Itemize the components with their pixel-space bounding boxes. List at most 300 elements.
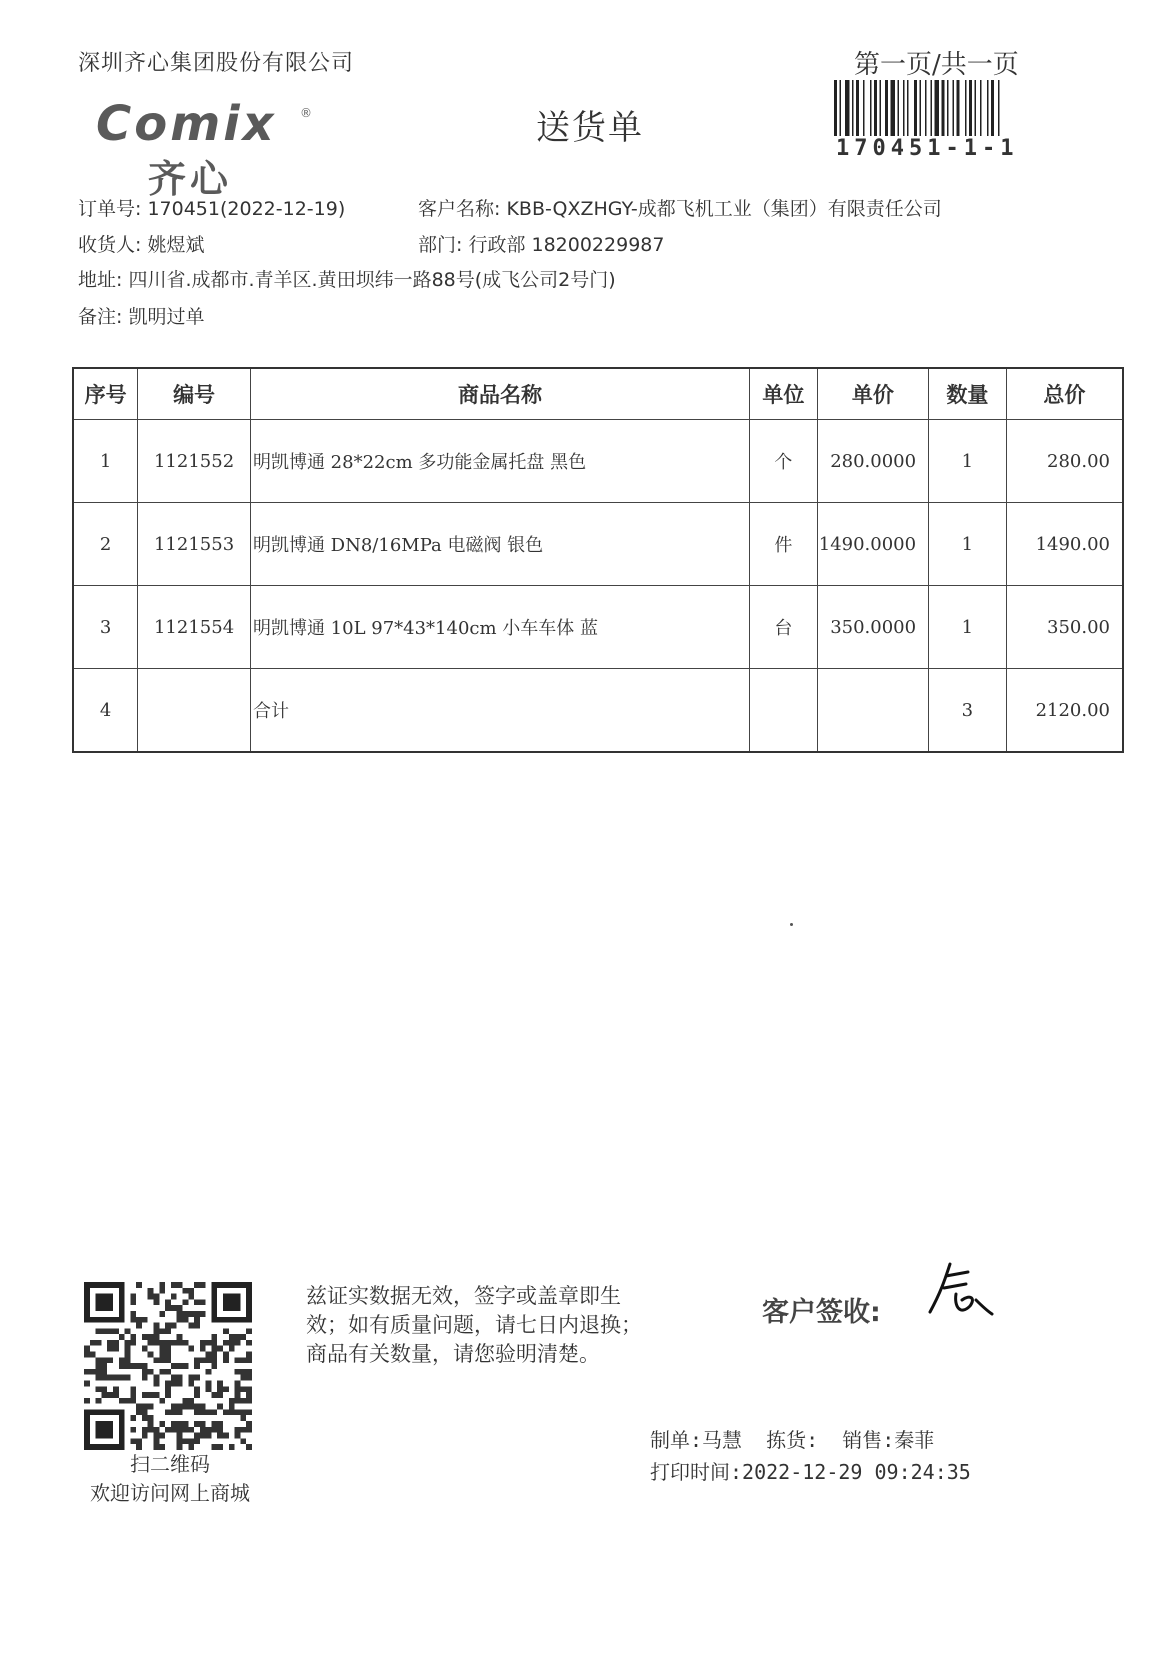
qr-module — [171, 1380, 177, 1386]
qr-module — [223, 1433, 229, 1439]
qr-module — [107, 1340, 113, 1346]
qr-module — [229, 1346, 235, 1352]
qr-module — [130, 1363, 136, 1369]
qr-module — [235, 1398, 241, 1404]
column-header-seq: 序号 — [73, 368, 138, 420]
qr-module — [96, 1398, 102, 1404]
qr-module — [171, 1421, 177, 1427]
barcode-bar — [840, 80, 842, 136]
qr-module — [182, 1427, 188, 1433]
qr-module — [159, 1288, 165, 1294]
qr-module — [113, 1392, 119, 1398]
qr-module — [235, 1380, 241, 1386]
qr-module — [188, 1294, 194, 1300]
qr-module — [240, 1386, 246, 1392]
qr-module — [200, 1299, 206, 1305]
qr-module — [171, 1305, 177, 1311]
qr-module — [101, 1375, 107, 1381]
qr-module — [206, 1380, 212, 1386]
qr-module — [206, 1427, 212, 1433]
qr-module — [130, 1398, 136, 1404]
qr-module — [246, 1409, 252, 1415]
qr-module — [113, 1340, 119, 1346]
qr-module — [246, 1398, 252, 1404]
qr-module — [200, 1340, 206, 1346]
qr-module — [211, 1357, 217, 1363]
qr-module — [240, 1427, 246, 1433]
qr-module — [90, 1352, 96, 1358]
qr-module — [130, 1386, 136, 1392]
barcode-bar — [834, 80, 837, 136]
qr-module — [136, 1404, 142, 1410]
qr-module — [154, 1427, 160, 1433]
qr-module — [84, 1380, 90, 1386]
barcode-bar — [874, 80, 877, 136]
qr-module — [240, 1357, 246, 1363]
remark-value: 凯明过单 — [128, 306, 205, 328]
cell-price — [817, 669, 928, 753]
cell-unit: 个 — [750, 420, 818, 503]
qr-module — [107, 1346, 113, 1352]
qr-module — [206, 1357, 212, 1363]
qr-module — [246, 1392, 252, 1398]
qr-module — [130, 1415, 136, 1421]
page-info: 第一页/共一页 — [854, 50, 1019, 80]
qr-module — [200, 1357, 206, 1363]
items-table — [72, 367, 1124, 753]
qr-module — [177, 1409, 183, 1415]
qr-module — [246, 1369, 252, 1375]
qr-module — [246, 1340, 252, 1346]
qr-caption — [70, 1450, 270, 1508]
barcode-bar — [942, 80, 945, 136]
qr-module — [113, 1375, 119, 1381]
qr-module — [235, 1369, 241, 1375]
qr-module — [211, 1346, 217, 1352]
qr-module — [159, 1398, 165, 1404]
cell-unit — [750, 669, 818, 753]
qr-module — [229, 1340, 235, 1346]
qr-module — [200, 1282, 206, 1288]
qr-module — [154, 1299, 160, 1305]
order-number-row — [78, 194, 345, 221]
cell-price: 280.0000 — [817, 420, 928, 503]
qr-module — [188, 1438, 194, 1444]
qr-module — [171, 1294, 177, 1300]
qr-module — [119, 1375, 125, 1381]
qr-module — [200, 1421, 206, 1427]
qr-module — [217, 1380, 223, 1386]
table-row — [73, 503, 1123, 586]
qr-module — [211, 1334, 217, 1340]
qr-module — [159, 1433, 165, 1439]
qr-module — [194, 1375, 200, 1381]
qr-module — [130, 1392, 136, 1398]
cell-total: 1490.00 — [1006, 503, 1123, 586]
qr-module — [194, 1363, 200, 1369]
cell-qty: 3 — [929, 669, 1007, 753]
qr-module — [182, 1363, 188, 1369]
qr-module — [148, 1427, 154, 1433]
customer-row — [418, 194, 942, 221]
qr-module — [96, 1375, 102, 1381]
receiver-row — [78, 230, 204, 257]
company-name: 深圳齐心集团股份有限公司 — [78, 51, 355, 76]
qr-module — [142, 1404, 148, 1410]
qr-module — [194, 1438, 200, 1444]
qr-module — [229, 1404, 235, 1410]
qr-module — [159, 1369, 165, 1375]
qr-module — [113, 1386, 119, 1392]
qr-module — [188, 1398, 194, 1404]
qr-module — [130, 1317, 136, 1323]
qr-module — [200, 1427, 206, 1433]
qr-module — [194, 1404, 200, 1410]
qr-module — [188, 1288, 194, 1294]
qr-module — [177, 1427, 183, 1433]
qr-module — [142, 1427, 148, 1433]
qr-module — [200, 1346, 206, 1352]
qr-module — [142, 1363, 148, 1369]
qr-module — [136, 1282, 142, 1288]
barcode-bar — [975, 80, 977, 136]
cell-product: 明凯博通 10L 97*43*140cm 小车车体 蓝 — [250, 586, 749, 669]
cell-product: 明凯博通 DN8/16MPa 电磁阀 银色 — [250, 503, 749, 586]
qr-module — [148, 1369, 154, 1375]
column-header-price: 单价 — [817, 368, 928, 420]
qr-module — [246, 1386, 252, 1392]
qr-module — [182, 1317, 188, 1323]
qr-module — [130, 1340, 136, 1346]
qr-module — [130, 1334, 136, 1340]
qr-module — [246, 1357, 252, 1363]
qr-module — [206, 1386, 212, 1392]
qr-module — [96, 1363, 102, 1369]
notice-line-2: 效；如有质量问题，请七日内退换； — [306, 1313, 642, 1337]
qr-module — [171, 1409, 177, 1415]
barcode-bar — [980, 80, 982, 136]
qr-module — [171, 1375, 177, 1381]
barcode-number: 170451-1-1 — [836, 136, 1019, 161]
cell-product: 合计 — [250, 669, 749, 753]
qr-module — [194, 1409, 200, 1415]
qr-module — [96, 1421, 113, 1438]
qr-module — [194, 1317, 200, 1323]
qr-module — [142, 1392, 148, 1398]
document-title: 送货单 — [536, 108, 644, 148]
staff-line: 制单:马慧 拣货: 销售:秦菲 — [650, 1428, 935, 1452]
qr-module — [159, 1357, 165, 1363]
barcode-bar — [880, 80, 882, 136]
qr-module — [165, 1427, 171, 1433]
qr-module — [171, 1427, 177, 1433]
qr-module — [223, 1352, 229, 1358]
column-header-qty: 数量 — [929, 368, 1007, 420]
qr-module — [177, 1282, 183, 1288]
barcode-bar — [957, 80, 960, 136]
qr-module — [223, 1357, 229, 1363]
qr-module — [200, 1409, 206, 1415]
qr-module — [159, 1421, 165, 1427]
qr-module — [229, 1398, 235, 1404]
customer-sign-label: 客户签收: — [762, 1297, 881, 1328]
qr-module — [125, 1375, 131, 1381]
qr-module — [154, 1375, 160, 1381]
qr-module — [206, 1433, 212, 1439]
table-header-row — [73, 368, 1123, 420]
qr-module — [171, 1404, 177, 1410]
barcode-bar — [953, 80, 955, 136]
qr-module — [165, 1392, 171, 1398]
qr-module — [177, 1305, 183, 1311]
column-header-product: 商品名称 — [250, 368, 749, 420]
qr-module — [188, 1323, 194, 1329]
receiver-name: 姚煜斌 — [147, 234, 205, 256]
qr-module — [211, 1421, 217, 1427]
qr-module — [246, 1427, 252, 1433]
barcode-bar — [935, 80, 940, 136]
qr-module — [223, 1294, 240, 1311]
qr-module — [165, 1352, 171, 1358]
qr-module — [142, 1375, 148, 1381]
comix-logo — [96, 96, 312, 201]
qr-module — [177, 1311, 183, 1317]
qr-module — [119, 1334, 125, 1340]
qr-module — [206, 1409, 212, 1415]
qr-module — [194, 1299, 200, 1305]
customer-label: 客户名称: — [418, 198, 501, 220]
qr-module — [136, 1317, 142, 1323]
qr-module — [206, 1352, 212, 1358]
qr-module — [223, 1340, 229, 1346]
qr-module — [194, 1282, 200, 1288]
qr-module — [159, 1311, 165, 1317]
qr-module — [96, 1340, 102, 1346]
qr-module — [107, 1328, 113, 1334]
qr-module — [101, 1369, 107, 1375]
qr-module — [177, 1438, 183, 1444]
qr-module — [246, 1375, 252, 1381]
qr-module — [177, 1317, 183, 1323]
qr-module — [246, 1352, 252, 1358]
qr-module — [188, 1346, 194, 1352]
qr-module — [142, 1346, 148, 1352]
customer-name: KBB-QXZHGY-成都飞机工业（集团）有限责任公司 — [506, 198, 942, 220]
table-row-total — [73, 669, 1123, 753]
qr-module — [165, 1299, 171, 1305]
notice-line-3: 商品有关数量，请您验明清楚。 — [306, 1342, 600, 1366]
stray-dot — [790, 923, 793, 926]
qr-module — [136, 1438, 142, 1444]
handwritten-signature — [916, 1256, 1016, 1332]
qr-module — [159, 1340, 165, 1346]
cell-seq: 3 — [73, 586, 138, 669]
qr-module — [96, 1294, 113, 1311]
cell-total: 2120.00 — [1006, 669, 1123, 753]
cell-code: 1121554 — [138, 586, 251, 669]
qr-module — [165, 1369, 171, 1375]
barcode-bar — [914, 80, 917, 136]
qr-module — [182, 1404, 188, 1410]
column-header-unit: 单位 — [750, 368, 818, 420]
cell-unit: 台 — [750, 586, 818, 669]
qr-module — [177, 1334, 183, 1340]
barcode-bar — [969, 80, 972, 136]
cell-seq: 4 — [73, 669, 138, 753]
qr-module — [177, 1363, 183, 1369]
qr-module — [223, 1386, 229, 1392]
qr-module — [148, 1392, 154, 1398]
qr-module — [188, 1375, 194, 1381]
qr-module — [154, 1294, 160, 1300]
qr-module — [90, 1369, 96, 1375]
qr-module — [182, 1421, 188, 1427]
qr-module — [194, 1311, 200, 1317]
remark-label: 备注: — [78, 306, 123, 328]
qr-module — [194, 1433, 200, 1439]
qr-module — [165, 1386, 171, 1392]
barcode-bar — [965, 80, 967, 136]
qr-module — [177, 1375, 183, 1381]
qr-module — [235, 1334, 241, 1340]
cell-qty: 1 — [929, 503, 1007, 586]
qr-module — [229, 1334, 235, 1340]
qr-module — [148, 1334, 154, 1340]
qr-module — [188, 1380, 194, 1386]
qr-module — [142, 1334, 148, 1340]
logo-text-en: Comix — [96, 96, 277, 152]
print-time: 打印时间:2022-12-29 09:24:35 — [650, 1460, 971, 1484]
qr-module — [235, 1427, 241, 1433]
qr-module — [235, 1392, 241, 1398]
qr-module — [206, 1340, 212, 1346]
qr-module — [211, 1352, 217, 1358]
qr-caption-line-2: 欢迎访问网上商城 — [90, 1481, 250, 1505]
cell-code: 1121552 — [138, 420, 251, 503]
qr-module — [84, 1398, 90, 1404]
qr-module — [159, 1352, 165, 1358]
qr-module — [188, 1404, 194, 1410]
qr-module — [96, 1386, 102, 1392]
cell-total: 350.00 — [1006, 586, 1123, 669]
qr-module — [217, 1392, 223, 1398]
barcode-bar — [845, 80, 850, 136]
qr-module — [142, 1409, 148, 1415]
qr-module — [240, 1438, 246, 1444]
qr-module — [119, 1357, 125, 1363]
barcode-bar — [931, 80, 933, 136]
qr-module — [223, 1409, 229, 1415]
department-value: 行政部 18200229987 — [468, 234, 665, 256]
qr-module — [206, 1369, 212, 1375]
qr-module — [148, 1404, 154, 1410]
notice-text — [306, 1282, 642, 1369]
address-label: 地址: — [78, 269, 123, 291]
address-row — [78, 265, 616, 292]
qr-module — [96, 1328, 102, 1334]
qr-module — [90, 1340, 96, 1346]
cell-product: 明凯博通 28*22cm 多功能金属托盘 黑色 — [250, 420, 749, 503]
qr-module — [200, 1433, 206, 1439]
qr-module — [240, 1375, 246, 1381]
cell-seq: 2 — [73, 503, 138, 586]
notice-line-1: 兹证实数据无效，签字或盖章即生 — [306, 1284, 621, 1308]
qr-module — [107, 1375, 113, 1381]
qr-module — [177, 1340, 183, 1346]
logo-text-cn: 齐心 — [148, 157, 233, 201]
qr-module — [235, 1386, 241, 1392]
qr-module — [142, 1317, 148, 1323]
order-number: 170451(2022-12-19) — [147, 198, 346, 220]
qr-module — [125, 1398, 131, 1404]
cell-code — [138, 669, 251, 753]
qr-module — [84, 1352, 90, 1358]
qr-caption-line-1: 扫二维码 — [130, 1452, 210, 1476]
qr-module — [240, 1369, 246, 1375]
qr-module — [200, 1311, 206, 1317]
qr-module — [154, 1433, 160, 1439]
qr-module — [113, 1346, 119, 1352]
table-row — [73, 420, 1123, 503]
qr-module — [130, 1427, 136, 1433]
qr-module — [246, 1421, 252, 1427]
barcode-bar — [870, 80, 872, 136]
qr-module — [217, 1404, 223, 1410]
qr-module — [240, 1398, 246, 1404]
qr-module — [165, 1305, 171, 1311]
qr-module — [182, 1438, 188, 1444]
qr-module — [96, 1369, 102, 1375]
qr-module — [235, 1340, 241, 1346]
barcode-bar — [998, 80, 1000, 136]
barcode-bar — [987, 80, 989, 136]
barcode-bar — [898, 80, 900, 136]
qr-module — [101, 1363, 107, 1369]
receiver-label: 收货人: — [78, 234, 142, 256]
qr-module — [142, 1433, 148, 1439]
qr-module — [188, 1427, 194, 1433]
qr-module — [171, 1282, 177, 1288]
qr-module — [148, 1415, 154, 1421]
qr-module — [154, 1340, 160, 1346]
barcode-bar — [991, 80, 994, 136]
qr-module — [223, 1328, 229, 1334]
qr-module — [154, 1392, 160, 1398]
qr-module — [217, 1346, 223, 1352]
cell-price: 1490.0000 — [817, 503, 928, 586]
qr-module — [101, 1392, 107, 1398]
qr-module — [125, 1346, 131, 1352]
qr-module — [101, 1386, 107, 1392]
qr-module — [142, 1415, 148, 1421]
column-header-code: 编号 — [138, 368, 251, 420]
qr-module — [136, 1323, 142, 1329]
qr-module — [171, 1340, 177, 1346]
qr-module — [107, 1392, 113, 1398]
qr-module — [130, 1438, 136, 1444]
qr-module — [171, 1363, 177, 1369]
qr-module — [154, 1328, 160, 1334]
qr-module — [194, 1357, 200, 1363]
qr-module — [240, 1334, 246, 1340]
qr-module — [130, 1294, 136, 1300]
qr-module — [148, 1352, 154, 1358]
qr-module — [171, 1323, 177, 1329]
qr-module — [154, 1323, 160, 1329]
qr-module — [177, 1421, 183, 1427]
qr-module — [148, 1288, 154, 1294]
qr-module — [217, 1421, 223, 1427]
